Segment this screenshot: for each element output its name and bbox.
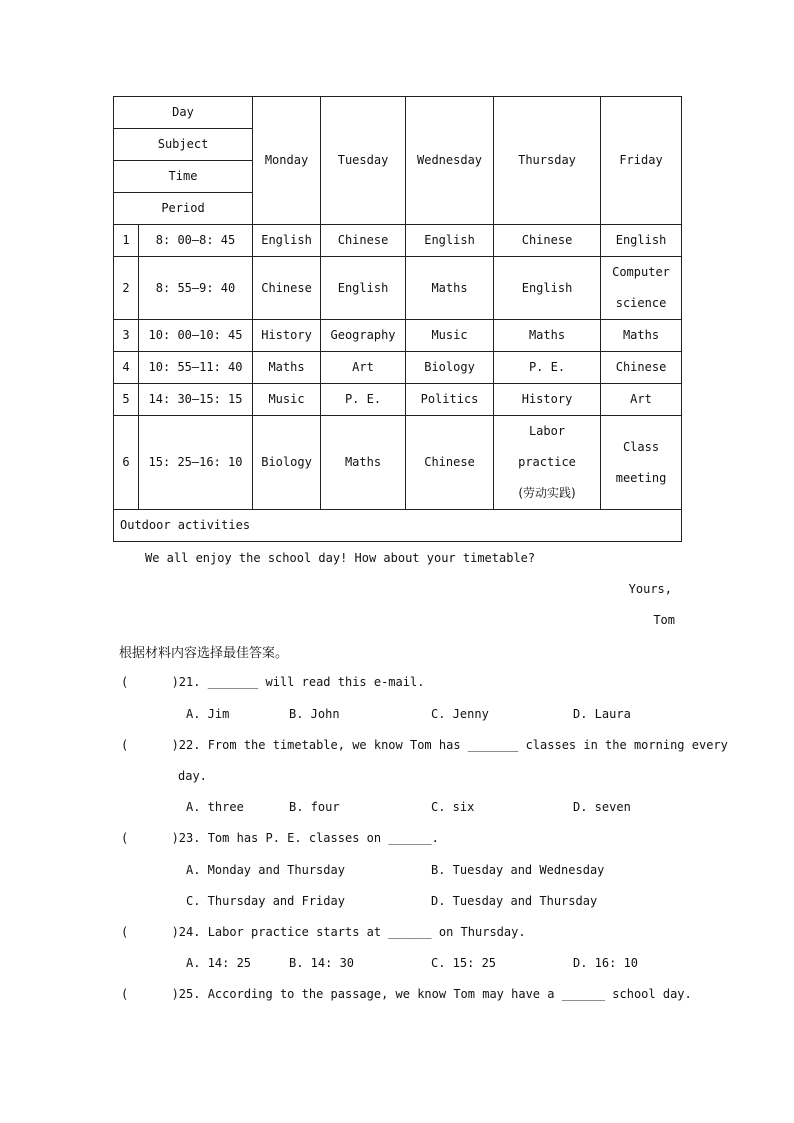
question-22-option-a: A. three — [186, 800, 244, 814]
period-number: 6 — [114, 416, 139, 510]
letter-closing-line: We all enjoy the school day! How about your timetable? — [145, 551, 536, 565]
letter-signature: Tom — [653, 613, 675, 627]
subject-cell: Music — [406, 320, 494, 352]
subject-cell: Politics — [406, 384, 494, 416]
header-subject-label: Subject — [114, 129, 252, 161]
subject-cell: English — [253, 225, 321, 257]
subject-cell-multiline — [601, 257, 682, 320]
subject-line: meeting — [615, 470, 667, 485]
question-21-option-a: A. Jim — [186, 707, 230, 721]
subject-cell: Music — [253, 384, 321, 416]
subject-cell: English — [406, 225, 494, 257]
table-row — [114, 225, 682, 257]
table-row — [114, 352, 682, 384]
table-row — [114, 257, 682, 320]
subject-line: Class — [622, 439, 660, 454]
question-24-option-b: B. 14: 30 — [289, 956, 355, 970]
table-row — [114, 384, 682, 416]
period-time: 8: 00—8: 45 — [139, 225, 253, 257]
question-21-stem: ( )21. _______ will read this e-mail. — [121, 675, 425, 689]
subject-line: Labor — [528, 424, 566, 438]
header-wednesday: Wednesday — [406, 97, 494, 225]
subject-cell: Biology — [406, 352, 494, 384]
question-21-option-b: B. John — [289, 707, 340, 721]
question-23-option-b: B. Tuesday and Wednesday — [431, 863, 605, 877]
question-22-option-c: C. six — [431, 800, 475, 814]
subject-cell: Biology — [253, 416, 321, 510]
instruction-text: 根据材料内容选择最佳答案。 — [119, 646, 289, 661]
timetable — [113, 96, 682, 542]
period-time: 10: 55—11: 40 — [139, 352, 253, 384]
subject-line: Computer — [612, 265, 670, 279]
question-24-option-c: C. 15: 25 — [431, 956, 497, 970]
subject-cell: Chinese — [601, 352, 682, 384]
question-22-stem-cont: day. — [178, 769, 207, 783]
header-thursday: Thursday — [494, 97, 601, 225]
header-monday: Monday — [253, 97, 321, 225]
question-23-stem: ( )23. Tom has P. E. classes on ______. — [121, 831, 439, 845]
subject-cell: P. E. — [321, 384, 406, 416]
table-footer-row — [114, 510, 682, 542]
subject-cell: Geography — [321, 320, 406, 352]
period-number: 4 — [114, 352, 139, 384]
subject-cell: Maths — [406, 257, 494, 320]
question-23-option-a: A. Monday and Thursday — [186, 863, 345, 877]
subject-cell: English — [494, 257, 601, 320]
question-25-stem: ( )25. According to the passage, we know Tom may have a ______ school day. — [121, 987, 692, 1001]
question-23-option-c: C. Thursday and Friday — [186, 894, 345, 908]
period-number: 5 — [114, 384, 139, 416]
subject-cell: Chinese — [406, 416, 494, 510]
subject-cell: Chinese — [253, 257, 321, 320]
letter-yours: Yours, — [628, 582, 672, 596]
header-friday: Friday — [601, 97, 682, 225]
period-number: 1 — [114, 225, 139, 257]
period-time: 14: 30—15: 15 — [139, 384, 253, 416]
subject-cell: English — [321, 257, 406, 320]
subject-cell: Maths — [601, 320, 682, 352]
table-row — [114, 320, 682, 352]
header-tuesday: Tuesday — [321, 97, 406, 225]
period-time: 8: 55—9: 40 — [139, 257, 253, 320]
subject-cell: Maths — [321, 416, 406, 510]
question-22-option-b: B. four — [289, 800, 340, 814]
header-day-label: Day — [114, 97, 252, 129]
question-24-option-d: D. 16: 10 — [573, 956, 639, 970]
footer-outdoor-activities: Outdoor activities — [114, 510, 682, 542]
subject-cell: History — [494, 384, 601, 416]
question-24-option-a: A. 14: 25 — [186, 956, 252, 970]
period-number: 3 — [114, 320, 139, 352]
question-22-option-d: D. seven — [573, 800, 631, 814]
question-22-stem: ( )22. From the timetable, we know Tom has _______ classes in the morning every — [121, 738, 728, 752]
question-21-option-d: D. Laura — [573, 707, 631, 721]
subject-cell: Art — [601, 384, 682, 416]
question-24-stem: ( )24. Labor practice starts at ______ on Thursday. — [121, 925, 526, 939]
period-time: 15: 25—16: 10 — [139, 416, 253, 510]
subject-cell-multiline — [494, 416, 601, 510]
subject-cell: Maths — [494, 320, 601, 352]
subject-line: science — [615, 296, 667, 310]
period-number: 2 — [114, 257, 139, 320]
subject-cell: Chinese — [494, 225, 601, 257]
subject-cell-multiline — [601, 416, 682, 510]
header-period-label: Period — [161, 201, 205, 215]
subject-cell: Maths — [253, 352, 321, 384]
subject-line: practice — [518, 455, 576, 469]
subject-line-chinese: (劳动实践) — [518, 486, 576, 500]
subject-cell: English — [601, 225, 682, 257]
subject-cell: P. E. — [494, 352, 601, 384]
header-time-label: Time — [114, 161, 252, 193]
question-23-option-d: D. Tuesday and Thursday — [431, 894, 598, 908]
period-time: 10: 00—10: 45 — [139, 320, 253, 352]
subject-cell: History — [253, 320, 321, 352]
header-stack-cell — [114, 97, 253, 225]
subject-cell: Chinese — [321, 225, 406, 257]
table-row — [114, 416, 682, 510]
subject-cell: Art — [321, 352, 406, 384]
question-21-option-c: C. Jenny — [431, 707, 489, 721]
